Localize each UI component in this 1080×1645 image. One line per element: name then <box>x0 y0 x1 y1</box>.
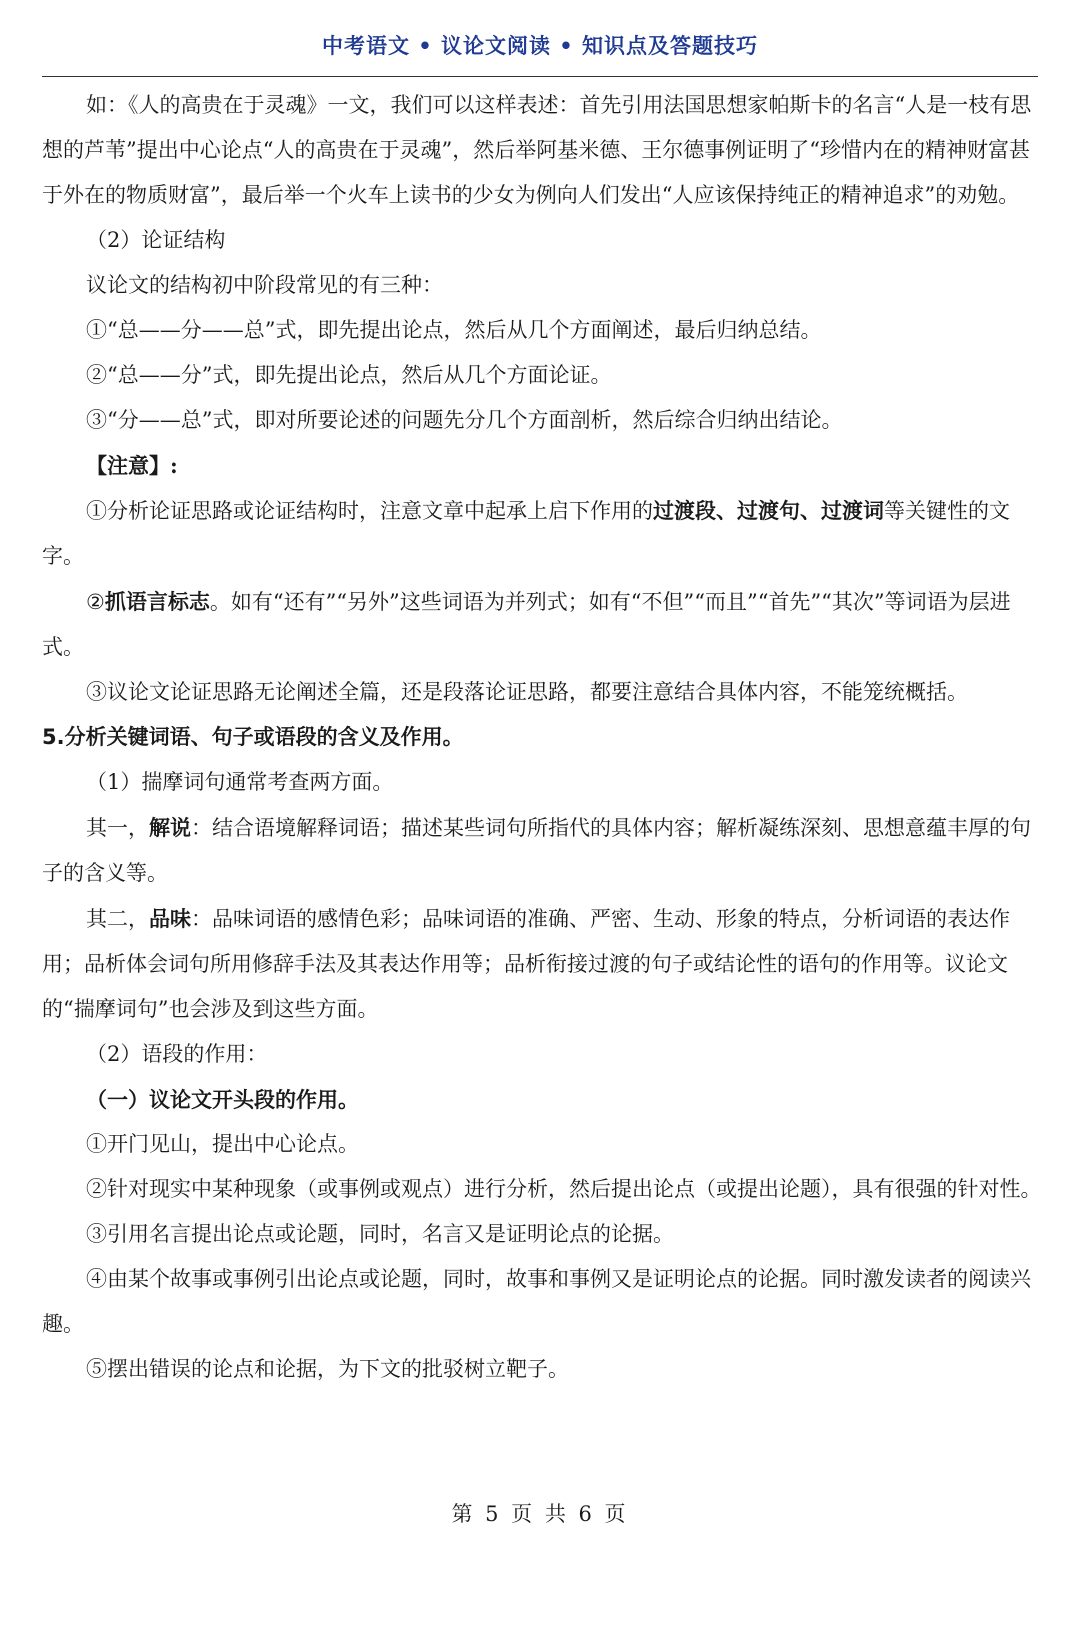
note-1-text: ①分析论证思路或论证结构时，注意文章中起承上启下作用的 <box>86 499 653 523</box>
aspect-1-text: ：结合语境解释词语；描述某些词句所指代的具体内容；解析凝练深刻、思想意蕴丰厚的句子的含义等。 <box>42 816 1031 885</box>
page-header-title: 中考语文 • 议论文阅读 • 知识点及答题技巧 <box>321 34 759 58</box>
aspect-2-paragraph <box>42 896 1042 1032</box>
opening-item-4: ④由某个故事或事例引出论点或论题，同时，故事和事例又是证明论点的论据。同时激发读者的阅读兴趣。 <box>42 1267 1031 1336</box>
aspect-2-text: ：品味词语的感情色彩；品味词语的准确、严密、生动、形象的特点，分析词语的表达作用；品析体会词句所用修辞手法及其表达作用等；品析衔接过渡的句子或结论性的语句的作用等。议论文的“揣摩词句”也会涉及到这些方面。 <box>42 907 1010 1021</box>
opening-item-2: ②针对现实中某种现象（或事例或观点）进行分析，然后提出论点（或提出论题），具有很强的针对性。 <box>86 1177 1042 1201</box>
structure-item-3: ③“分——总”式，即对所要论述的问题先分几个方面剖析，然后综合归纳出结论。 <box>86 408 843 432</box>
note-2-marker: ② <box>86 590 105 614</box>
aspect-2-keyword: 品味 <box>149 906 191 931</box>
note-2-emphasis: 抓语言标志 <box>104 589 210 614</box>
header-divider <box>42 76 1038 77</box>
page-number: 第 5 页 共 6 页 <box>451 1502 629 1526</box>
subheading-word-analysis: （1）揣摩词句通常考查两方面。 <box>86 770 394 794</box>
note-1-emphasis: 过渡段、过渡句、过渡词 <box>653 498 884 523</box>
note-item-2 <box>42 579 1042 670</box>
example-paragraph: 如：《人的高贵在于灵魂》一文，我们可以这样表述：首先引用法国思想家帕斯卡的名言“人是一枝有思想的芦苇”提出中心论点“人的高贵在于灵魂”，然后举阿基米德、王尔德事例证明了“珍惜内在的精神财富甚于外在的物质财富”，最后举一个火车上读书的少女为例向人们发出“人应该保持纯正的精神追求”的劝勉。 <box>42 93 1032 207</box>
note-1-tail: 等关键性的文字。 <box>42 499 1010 568</box>
opening-item-5: ⑤摆出错误的论点和论据，为下文的批驳树立靶子。 <box>86 1357 569 1381</box>
section-5-heading: 5.分析关键词语、句子或语段的含义及作用。 <box>42 725 464 749</box>
document-body <box>42 83 1042 1392</box>
structure-intro: 议论文的结构初中阶段常见的有三种： <box>86 273 443 297</box>
structure-item-1: ①“总——分——总”式，即先提出论点，然后从几个方面阐述，最后归纳总结。 <box>86 318 822 342</box>
subheading-argument-structure: （2）论证结构 <box>86 228 226 252</box>
opening-item-1: ①开门见山，提出中心论点。 <box>86 1132 359 1156</box>
structure-item-2: ②“总——分”式，即先提出论点，然后从几个方面论证。 <box>86 363 612 387</box>
subheading-paragraph-role: （2）语段的作用： <box>86 1042 268 1066</box>
aspect-2-prefix: 其二， <box>86 907 149 931</box>
note-label: 【注意】: <box>86 453 178 478</box>
note-item-1 <box>42 488 1042 579</box>
subheading-opening-paragraph: （一）议论文开头段的作用。 <box>86 1087 359 1112</box>
aspect-1-paragraph <box>42 805 1042 896</box>
aspect-1-prefix: 其一， <box>86 816 149 840</box>
note-2-text: 。如有“还有”“另外”这些词语为并列式；如有“不但”“而且”“首先”“其次”等词语为层进式。 <box>42 590 1011 659</box>
aspect-1-keyword: 解说 <box>149 815 191 840</box>
note-item-3: ③议论文论证思路无论阐述全篇，还是段落论证思路，都要注意结合具体内容，不能笼统概括。 <box>86 680 968 704</box>
opening-item-3: ③引用名言提出论点或论题，同时，名言又是证明论点的论据。 <box>86 1222 674 1246</box>
